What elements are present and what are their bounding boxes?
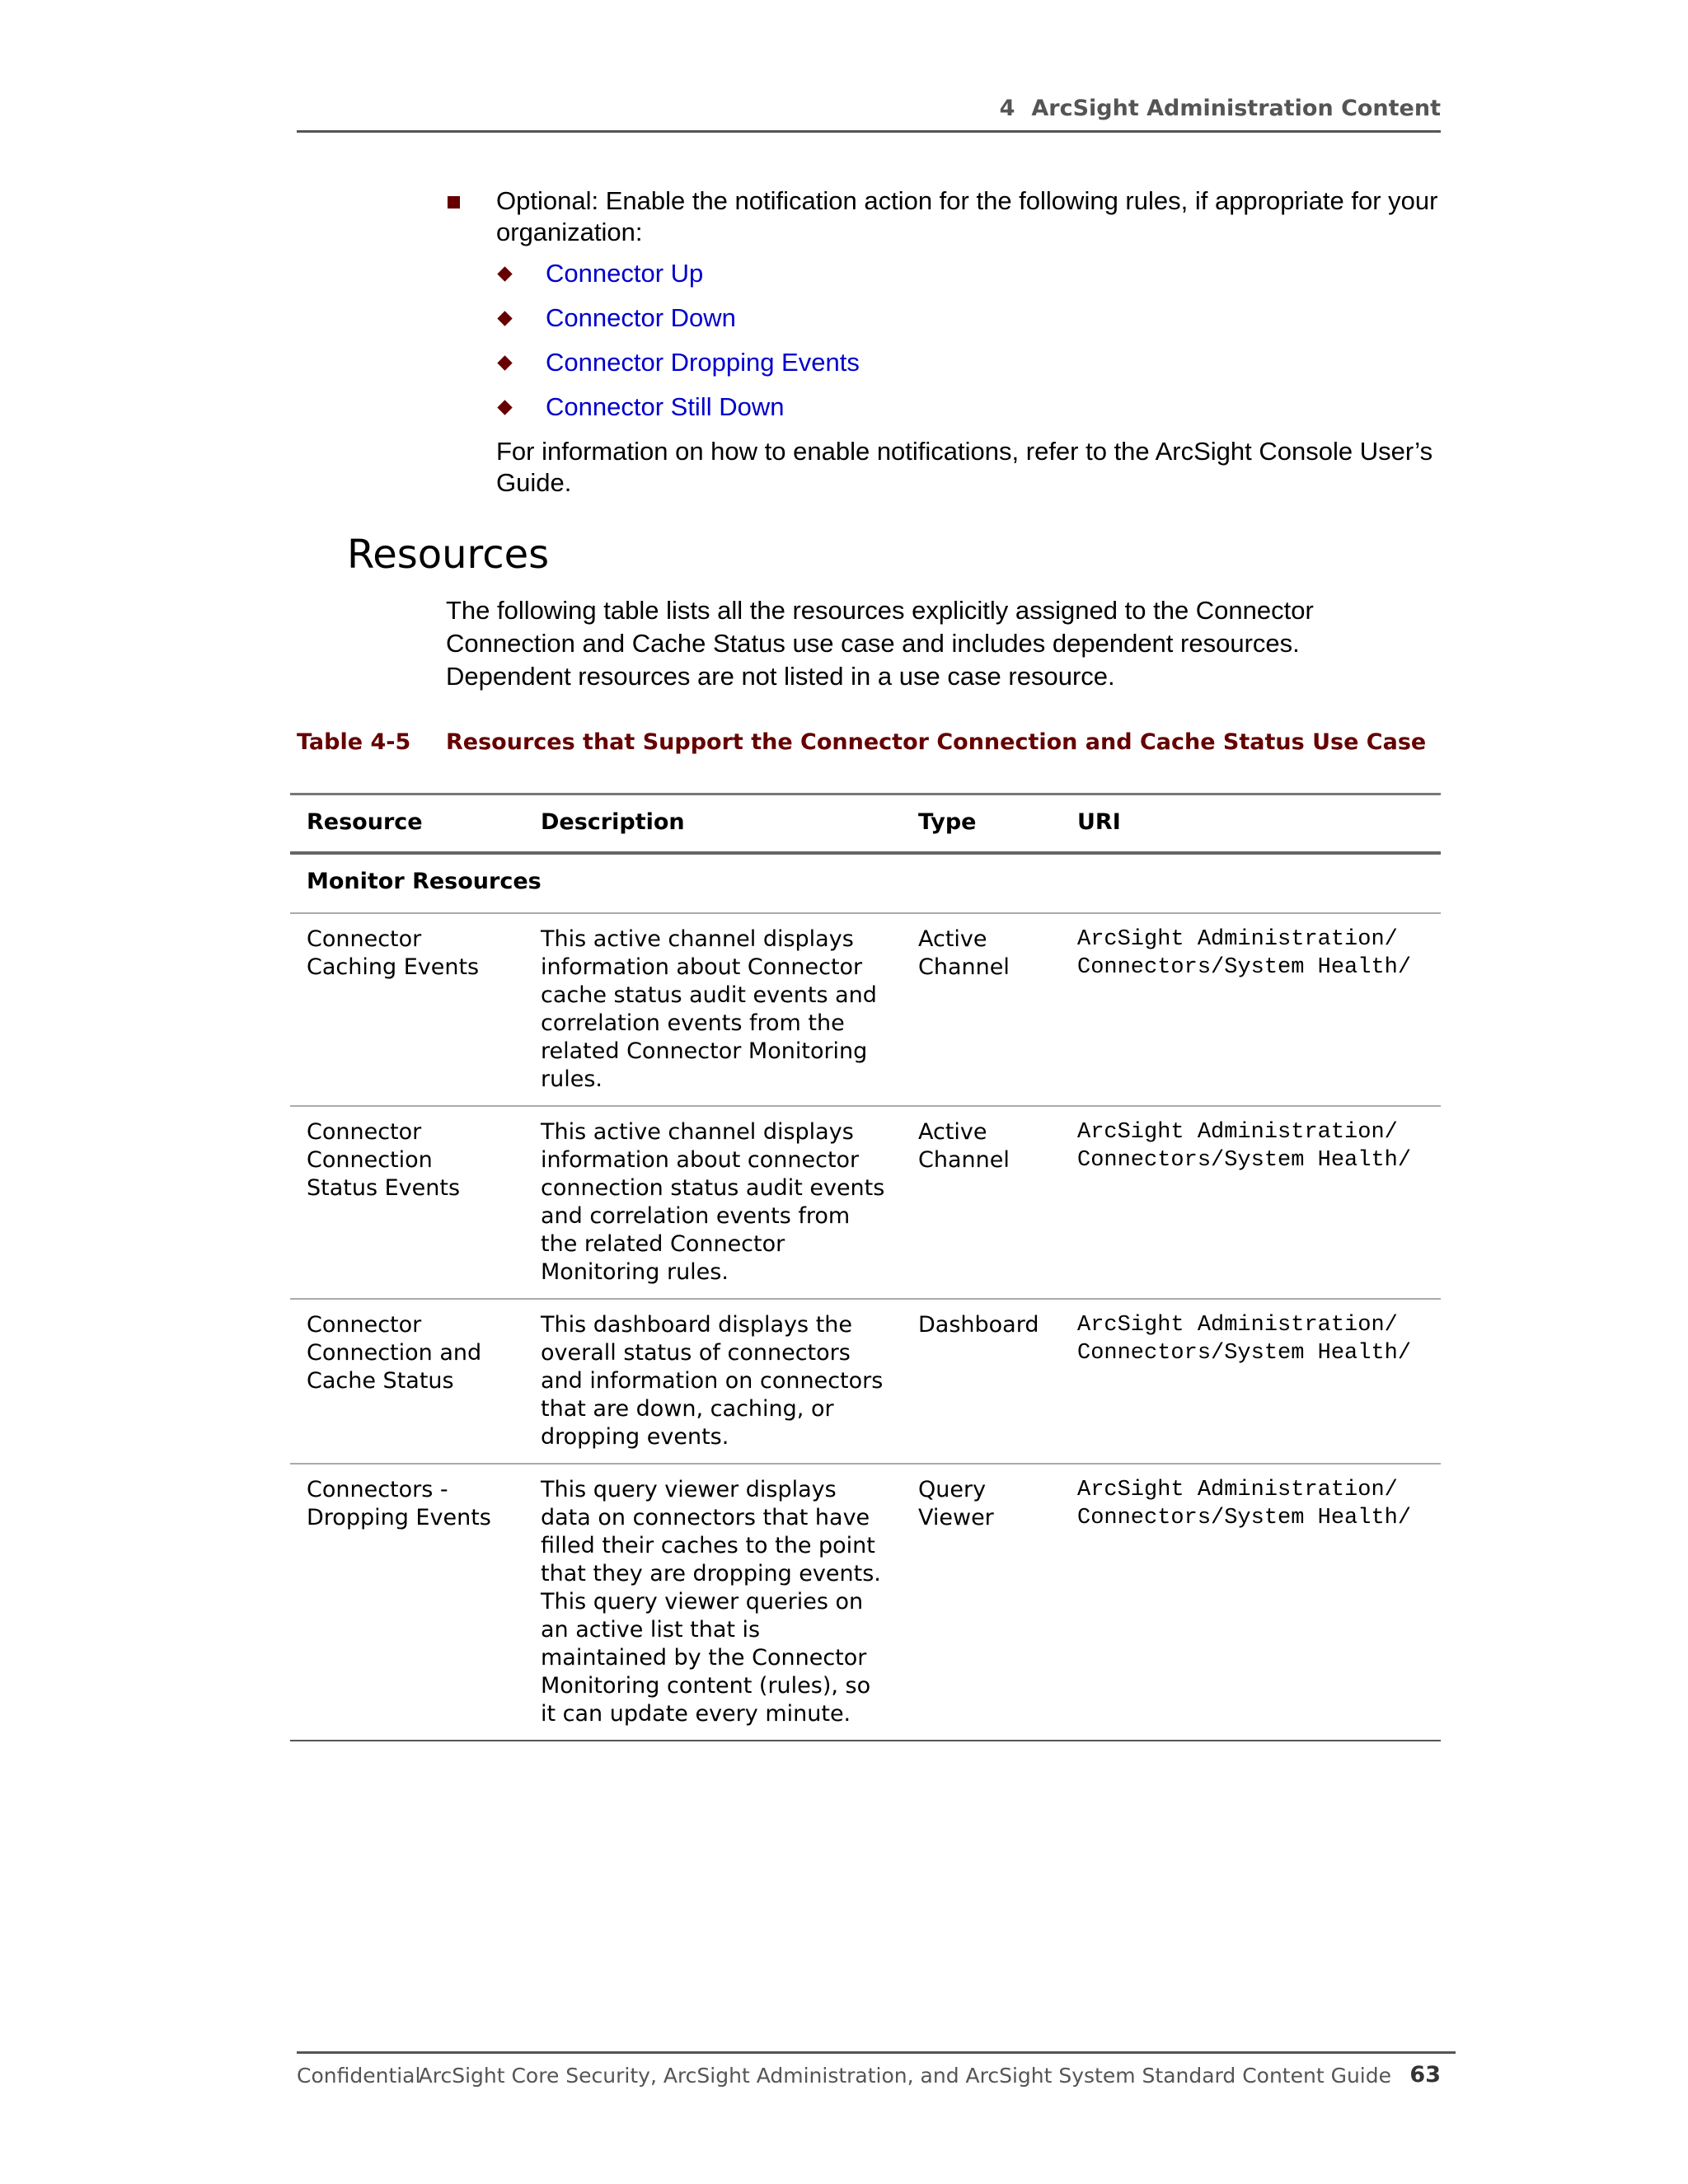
resource-cell: Connectors - Dropping Events — [290, 1464, 524, 1741]
square-bullet-icon — [448, 196, 460, 209]
rule-list-item — [496, 391, 1447, 423]
chapter-title: ArcSight Administration Content — [1031, 96, 1441, 121]
resource-cell: Connector Caching Events — [290, 913, 524, 1106]
group-row — [290, 853, 1441, 913]
resources-table — [290, 793, 1441, 1741]
column-header-resource: Resource — [290, 794, 524, 854]
uri-cell: ArcSight Administration/ Connectors/System Health/ — [1061, 1464, 1441, 1741]
diamond-bullet-icon — [497, 355, 512, 370]
table-caption — [297, 729, 1451, 755]
diamond-bullet-icon — [497, 400, 512, 415]
confidential-label: Confidential — [297, 2064, 421, 2088]
resource-cell: Connector Connection Status Events — [290, 1106, 524, 1299]
notification-bullets — [445, 185, 1447, 499]
uri-cell: ArcSight Administration/ Connectors/System Health/ — [1061, 1299, 1441, 1464]
column-header-type: Type — [902, 794, 1061, 854]
table-row — [290, 913, 1441, 1106]
chapter-number: 4 — [999, 96, 1015, 121]
rule-list-item — [496, 347, 1447, 378]
table-row — [290, 1299, 1441, 1464]
column-header-description: Description — [524, 794, 902, 854]
rule-link-connector-down[interactable]: Connector Down — [546, 303, 736, 332]
table-label: Table 4-5 — [297, 729, 411, 755]
guide-title: ArcSight Core Security, ArcSight Administration, and ArcSight System Standard Content Guide — [418, 2064, 1391, 2088]
resource-cell: Connector Connection and Cache Status — [290, 1299, 524, 1464]
rule-link-connector-dropping-events[interactable]: Connector Dropping Events — [546, 348, 860, 377]
description-cell: This active channel displays information about connector connection status audit events and correlation events from the related Connector Monitoring rules. — [524, 1106, 902, 1299]
table-header-row — [290, 794, 1441, 854]
rule-list-item — [496, 302, 1447, 334]
table-title: Resources that Support the Connector Connection and Cache Status Use Case — [446, 729, 1427, 755]
diamond-bullet-icon — [497, 266, 512, 281]
rule-link-connector-still-down[interactable]: Connector Still Down — [546, 392, 785, 421]
type-cell: Active Channel — [902, 913, 1061, 1106]
page-header — [297, 89, 1441, 133]
rule-list-item — [496, 258, 1447, 289]
section-intro: The following table lists all the resources explicitly assigned to the Connector Connection and Cache Status use case and includes dependent resources. Dependent resources are not listed in a use case resource. — [446, 596, 1314, 691]
description-cell: This dashboard displays the overall status of connectors and information on connectors that are down, caching, or dropping events. — [524, 1299, 902, 1464]
diamond-bullet-icon — [497, 311, 512, 326]
running-header — [1000, 96, 1441, 121]
type-cell: Query Viewer — [902, 1464, 1061, 1741]
section-title: Resources — [347, 532, 550, 578]
table-row — [290, 1464, 1441, 1741]
optional-text: Optional: Enable the notification action for the following rules, if appropriate for your organization: — [496, 186, 1438, 246]
uri-cell: ArcSight Administration/ Connectors/System Health/ — [1061, 1106, 1441, 1299]
description-cell: This query viewer displays data on connectors that have filled their caches to the point that they are dropping events. This query viewer queries on an active list that is maintained by the Connector Monitoring content (rules), so it can update every minute. — [524, 1464, 902, 1741]
group-label: Monitor Resources — [290, 853, 1441, 913]
optional-bullet — [445, 185, 1447, 248]
rule-link-connector-up[interactable]: Connector Up — [546, 259, 704, 288]
notification-note: For information on how to enable notifications, refer to the ArcSight Console User’s Guide. — [496, 437, 1433, 497]
rule-list — [496, 258, 1447, 423]
column-header-uri: URI — [1061, 794, 1441, 854]
type-cell: Active Channel — [902, 1106, 1061, 1299]
uri-cell: ArcSight Administration/ Connectors/System Health/ — [1061, 913, 1441, 1106]
table-row — [290, 1106, 1441, 1299]
description-cell: This active channel displays information about Connector cache status audit events and correlation events from the related Connector Monitoring rules. — [524, 913, 902, 1106]
page-footer — [297, 2051, 1456, 2103]
page-number: 63 — [1409, 2062, 1441, 2088]
type-cell: Dashboard — [902, 1299, 1061, 1464]
